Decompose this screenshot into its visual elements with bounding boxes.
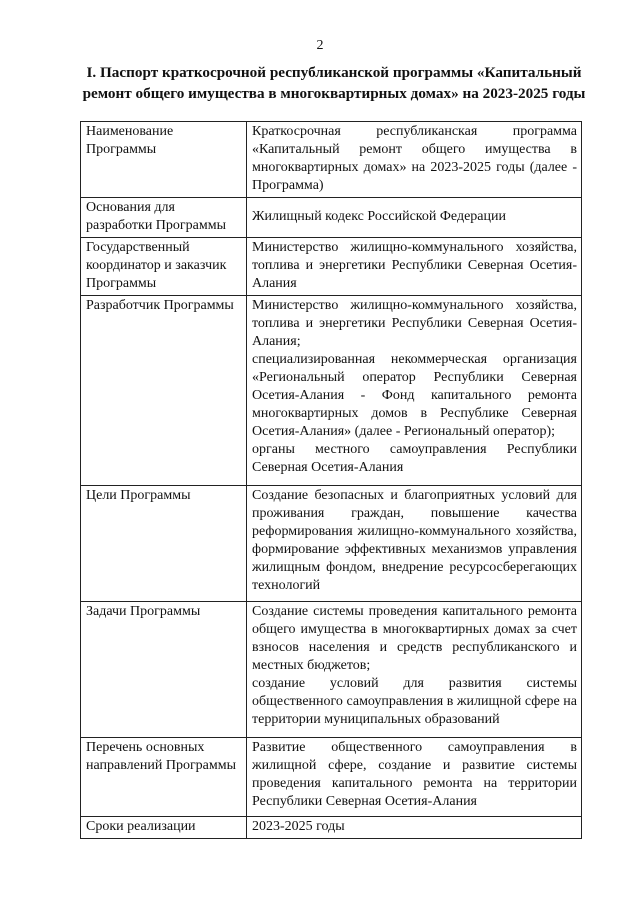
page-number: 2 <box>316 38 324 53</box>
row-value <box>247 198 582 238</box>
title-line-1: I. Паспорт краткосрочной республиканской программы «Капитальный <box>86 64 582 81</box>
row-label: Задачи Программы <box>81 602 247 738</box>
row-label: Разработчик Программы <box>81 296 247 486</box>
table-row-directions <box>81 738 582 817</box>
row-value <box>247 486 582 602</box>
row-label: Государственный координатор и заказчик Программы <box>81 238 247 296</box>
document-title <box>60 62 608 104</box>
row-label: Сроки реализации <box>81 817 247 839</box>
value-paragraph: Жилищный кодекс Российской Федерации <box>252 209 506 224</box>
table-row-legal-basis <box>81 198 582 238</box>
program-passport-table <box>80 121 582 839</box>
value-paragraph: 2023-2025 годы <box>252 819 345 834</box>
value-paragraph: Краткосрочная республиканская программа «Капитальный ремонт общего имущества в многоквартирных домах» на 2023-2025 годы (далее - Программа) <box>252 124 577 193</box>
title-line-2: ремонт общего имущества в многоквартирных домах» на 2023-2025 годы <box>82 85 586 102</box>
value-paragraph: Создание системы проведения капитального ремонта общего имущества в многоквартирных домах за счет взносов населения и средств республиканского и местных бюджетов; <box>252 604 577 673</box>
table-row-tasks <box>81 602 582 738</box>
value-paragraph: Создание безопасных и благоприятных условий для проживания граждан, повышение качества реформирования жилищно-коммунального хозяйства, формирование эффективных механизмов управления жилищным фондом, внедрение ресурсосберегающих технологий <box>252 488 577 593</box>
table-row-coordinator <box>81 238 582 296</box>
table-row-program-name <box>81 122 582 198</box>
row-value <box>247 296 582 486</box>
value-paragraph: Развитие общественного самоуправления в жилищной сфере, создание и развитие системы проведения капитального ремонта на территории Республики Северная Осетия-Алания <box>252 740 577 809</box>
row-label: Перечень основных направлений Программы <box>81 738 247 817</box>
row-value <box>247 817 582 839</box>
row-value <box>247 602 582 738</box>
value-paragraph: органы местного самоуправления Республики Северная Осетия-Алания <box>252 442 577 475</box>
row-label: Основания для разработки Программы <box>81 198 247 238</box>
table-row-timeframe <box>81 817 582 839</box>
row-label: Цели Программы <box>81 486 247 602</box>
row-value <box>247 238 582 296</box>
table-row-developer <box>81 296 582 486</box>
row-label: Наименование Программы <box>81 122 247 198</box>
row-value <box>247 122 582 198</box>
value-paragraph: Министерство жилищно-коммунального хозяйства, топлива и энергетики Республики Северная Осетия-Алания; <box>252 298 577 349</box>
value-paragraph: Министерство жилищно-коммунального хозяйства, топлива и энергетики Республики Северная Осетия-Алания <box>252 240 577 291</box>
table-row-goals <box>81 486 582 602</box>
value-paragraph: создание условий для развития системы общественного самоуправления в жилищной сфере на территории муниципальных образований <box>252 676 577 727</box>
row-value <box>247 738 582 817</box>
value-paragraph: специализированная некоммерческая организация «Региональный оператор Республики Северная Осетия-Алания - Фонд капитального ремонта многоквартирных домов в Республике Северная Осетия-Алания» (далее - Региональный оператор); <box>252 352 577 439</box>
